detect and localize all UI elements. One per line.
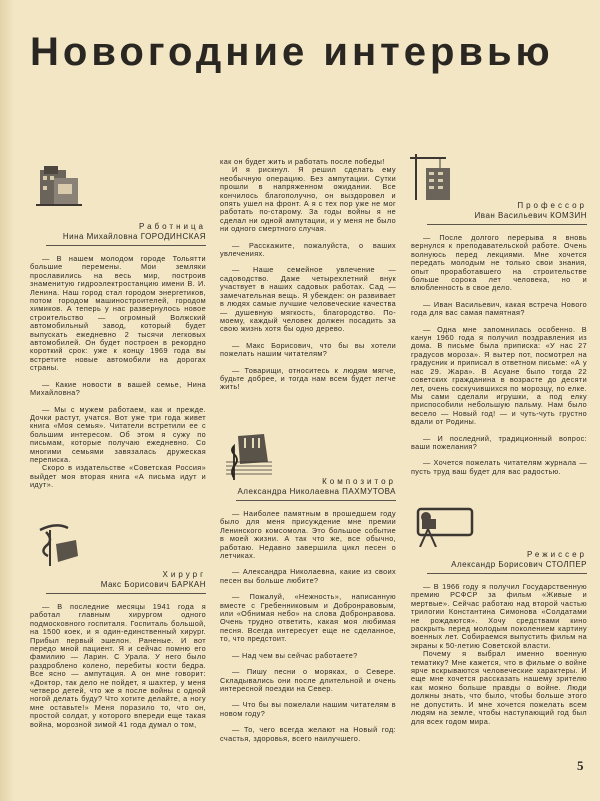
- interview-paragraph-dialogue: — То, чего всегда желают на Новый год: счастья, здоровья, всего наилучшего.: [220, 725, 396, 743]
- film-camera-icon: [410, 507, 476, 547]
- interviewee-role: Работница: [139, 222, 206, 231]
- divider: [236, 500, 396, 501]
- interview-paragraph-dialogue: — В нашем молодом городе Тольятти большие перемены. Мои земляки прославились на весь мир, построив знаменитую гидроэлектростанцию имени В. И. Ленина. Наш город стал городом энергетиков, потом городом машиностроителей, городом химиков. А теперь у нас развернулось новое строительство — огромный Волжский автомобильный завод, который будет выпускать ежедневно 2 тысячи легковых автомобилей. Он будет построен в рекордно короткий срок: уже к концу 1969 года вы встретите новые автомобили на дорогах страны.: [30, 254, 206, 373]
- interview-komzin: [411, 201, 587, 476]
- interview-paragraph-dialogue: — И последний, традиционный вопрос: ваши пожелания?: [411, 433, 587, 451]
- interviewee-name: Нина Михайловна ГОРОДИНСКАЯ: [62, 232, 206, 241]
- interviewee-role: Режиссер: [526, 550, 587, 559]
- page-title: Новогодние интервью: [30, 30, 554, 74]
- interview-paragraph-dialogue: — В 1966 году я получил Государственную премию РСФСР за фильм «Живые и мертвые». Сейчас работаю над второй частью трилогии Константина Симонова «Солдатами не рождаются». Хочу средствами кино раскрыть перед молодым поколением картину военных лет. Собираемся выпустить фильм на экраны к 50-летию Советской власти.: [411, 582, 587, 650]
- piano-treble-clef-icon: [224, 432, 274, 482]
- interview-paragraph-dialogue: — Александра Николаевна, какие из своих песен вы больше любите?: [220, 567, 396, 585]
- interview-paragraph: Скоро в издательстве «Советская Россия» выйдет моя вторая книга «А письма идут и идут».: [30, 463, 206, 490]
- construction-crane-icon: [410, 152, 456, 202]
- interview-paragraph-dialogue: — Наше семейное увлечение — садоводство. Даже четырехлетний внук участвует в наших садовых работах. Сад — замечательная вещь. Я убежден: он развивает в людях самые лучшие человеческие качества — душевную мягкость, благородство. По-моему, каждый человек должен посадить за свою жизнь хотя бы одно дерево.: [220, 265, 396, 334]
- interviewee-name: Александр Борисович СТОЛПЕР: [451, 560, 587, 569]
- interview-barkan: [30, 570, 206, 729]
- interview-paragraph-dialogue: — Расскажите, пожалуйста, о ваших увлечениях.: [220, 240, 396, 259]
- divider: [427, 224, 587, 225]
- medicine-bowl-snake-icon: [34, 522, 80, 568]
- page-edge-shadow: [0, 0, 14, 801]
- interview-paragraph-dialogue: — Над чем вы сейчас работаете?: [232, 650, 358, 660]
- interview-paragraph-dialogue: — Мы с мужем работаем, как и прежде. Дочки растут, учатся. Вот уже три года живет книга «Моя семья». Читатели встретили ее с большим интересом. Об этом я сужу по письмам, которые получаю ежедневно. Со многими семьями завязалась дружеская переписка.: [30, 404, 206, 464]
- interview-text: [220, 158, 396, 392]
- interviewee-role: Профессор: [517, 201, 587, 210]
- interview-stolper: [411, 550, 587, 726]
- interview-paragraph-dialogue: — Какие новости в вашей семье, Нина Михайловна?: [30, 379, 206, 398]
- interviewee-name: Александра Николаевна ПАХМУТОВА: [237, 487, 396, 496]
- interview-text: [30, 255, 206, 490]
- interview-paragraph-dialogue: — Товарищи, относитесь к людям мягче, будьте добрее, и тогда нам всем будет легче жить!: [220, 365, 396, 392]
- interview-text: [30, 603, 206, 729]
- interview-paragraph-dialogue: — Пишу песни о моряках, о Севере. Складывались они после длительной и очень интересной поездки на Север.: [220, 667, 396, 693]
- divider: [46, 245, 206, 246]
- interview-paragraph-dialogue: — Иван Васильевич, какая встреча Нового года для вас самая памятная?: [411, 299, 587, 318]
- interview-paragraph-dialogue: — Что бы вы пожелали нашим читателям в новом году?: [220, 700, 396, 718]
- interviewee-role: Композитор: [322, 477, 396, 486]
- interview-paragraph-dialogue: — После долгого перерыва я вновь вернулся к преподавательской работе. Очень волнуюсь перед лекциями. Мне хочется передать молодым не только свои знания, опыт проработавшего на строительстве больше сорока лет человека, но и влюбленность в свое дело.: [411, 233, 587, 293]
- divider: [427, 573, 587, 574]
- interview-paragraph: как он будет жить и работать после победы!: [220, 157, 385, 166]
- interview-text: [411, 583, 587, 726]
- interview-paragraph-dialogue: — Наиболее памятным в прошедшем году было для меня присуждение мне премии Ленинского комсомола. Это большое событие в моей жизни. А так что же, все обычно, работаю. Недавно завершила цикл песен о летчиках.: [220, 509, 396, 561]
- interview-pakhmutova: [220, 477, 396, 743]
- interview-paragraph: Почему я выбрал именно военную тематику? Мне кажется, что в фильме о войне ярче вскрываются человеческие характеры. И еще мне хочется рассказать нашему зрителю как можно больше правды о войне. Люди должны знать, что было, чтобы больше этого не допустить. И мне хочется пожелать всем людям на земле, чтобы наступающий год был для всех годом мира.: [411, 649, 587, 726]
- interview-text: [411, 234, 587, 476]
- interview-paragraph-dialogue: — В последние месяцы 1941 года я работал главным хирургом одного подмосковного госпиталя. Госпиталь большой, на 1500 коек, и я один-единственный хирург. Прибыл первый эшелон. Раненые. И вот передо мной пациент. Я и сейчас помню его фамилию — Ларин. С Урала. У него было раздроблено колено, перебиты кости бедра. Все ясно — ампутация. А он мне говорит: «Доктор, так дело не пойдет, я шахтер, у меня четверо детей, что же я после войны с одной ногой делать буду? Что хотите делайте, а ногу мне оставьте!» Меня поразило то, что он, простой солдат, у которого впереди еще такая война, морозной зимой 41 года думал о том,: [30, 602, 206, 729]
- interview-barkan-continued: [220, 158, 396, 392]
- factory-building-icon: [36, 162, 82, 208]
- interview-gorodinskaya: [30, 222, 206, 490]
- interview-paragraph-dialogue: — Одна мне запомнилась особенно. В канун 1960 года я получил поздравления из дома. В письме была приписка: «У нас 27 градусов мороза». Я вытер пот, посмотрел на градусник и приписал в ответном письме: «А у нас 29. Жара». В Асуане было тогда 22 советских гражданина в возрасте до десяти лет, очень соскучившихся по морозцу, по елке. Мы сами сделали игрушки, а под елку приспособили небольшую пальму. Нам было весело — Новый год! — и чуть-чуть грустно вдали от Родины.: [411, 324, 587, 427]
- interviewee-role: Хирург: [162, 570, 206, 579]
- interview-text: [220, 510, 396, 743]
- interview-paragraph: И я рискнул. Я решил сделать ему необычную операцию. Без ампутации. Сутки прошли в напряженном ожидании. Все кончилось благополучно, он выздоровел и опять ушел на фронт. А я с тех пор уже не мог работать по-старому. За годы войны я не сделал ни одной ампутации, и у меня не было ни одного смертного случая.: [220, 165, 396, 234]
- interviewee-name: Иван Васильевич КОМЗИН: [474, 211, 587, 220]
- interview-paragraph-dialogue: — Пожалуй, «Нежность», написанную вместе с Гребенниковым и Добронравовым, или «Обнимая небо» на слова Добронравова. Очень трудно ответить, какая моя любимая песня. Всегда интересует еще не сделанное, то, что предстоит.: [220, 592, 396, 644]
- interview-paragraph-dialogue: — Хочется пожелать читателям журнала — пусть труд ваш будет для вас радостью.: [411, 458, 587, 476]
- interview-paragraph-dialogue: — Макс Борисович, что бы вы хотели пожелать нашим читателям?: [220, 340, 396, 359]
- interviewee-name: Макс Борисович БАРКАН: [100, 580, 206, 589]
- divider: [46, 593, 206, 594]
- page-number: 5: [577, 758, 584, 773]
